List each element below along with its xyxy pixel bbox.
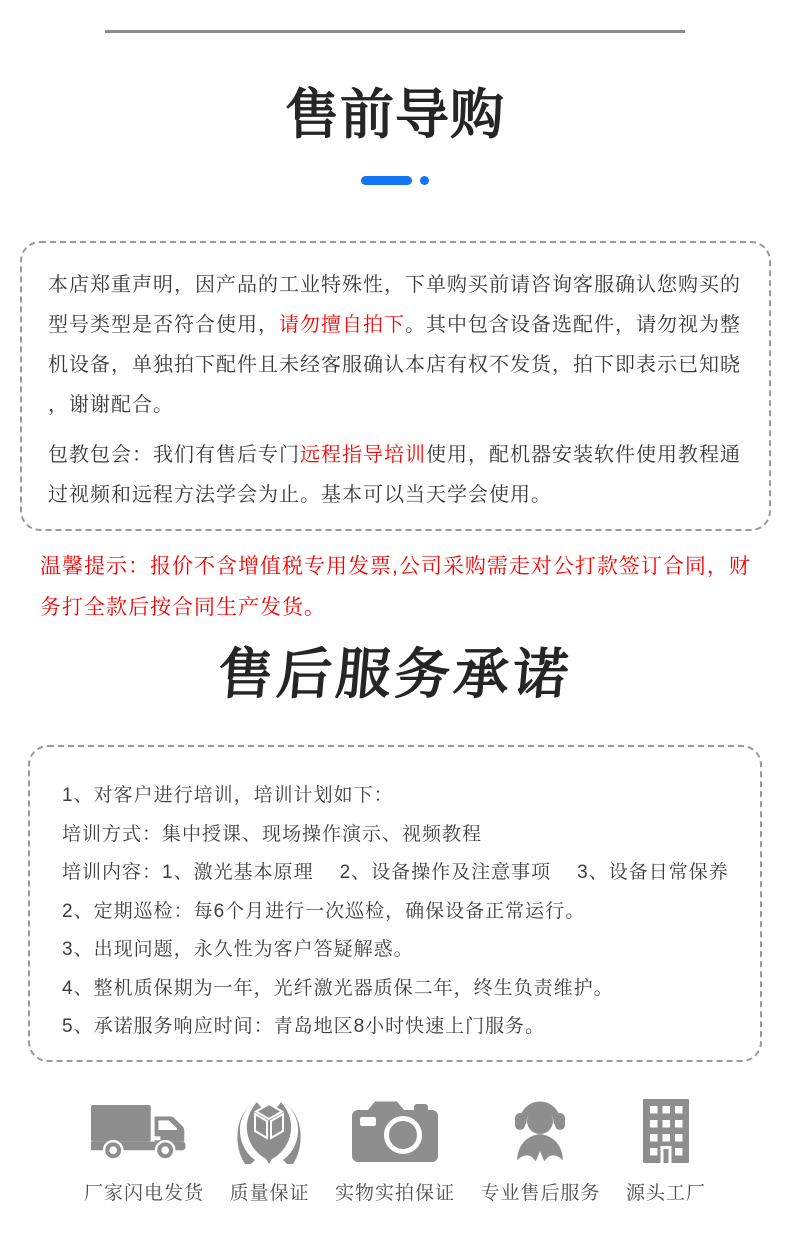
service-label: 实物实拍保证 — [334, 1183, 455, 1204]
promise-line: 5、承诺服务响应时间：青岛地区8小时快速上门服务。 — [62, 1016, 546, 1037]
service-item-support — [480, 1096, 600, 1205]
service-item-quality — [229, 1096, 309, 1205]
service-promise-box — [28, 745, 762, 1062]
promise-line-training-content — [62, 854, 748, 893]
headset-icon — [509, 1096, 571, 1166]
service-item-photo — [335, 1096, 455, 1205]
training-item: 2、设备操作及注意事项 — [339, 862, 552, 883]
declaration-text: 包教包会：我们有售后专门 — [48, 444, 300, 466]
factory-icon — [640, 1096, 692, 1166]
service-item-factory — [626, 1096, 706, 1205]
training-item: 培训内容：1、激光基本原理 — [62, 862, 314, 883]
presale-title: 售前导购 — [285, 85, 505, 145]
top-divider — [105, 30, 685, 33]
quality-icon — [237, 1096, 301, 1166]
service-item-shipping — [84, 1096, 204, 1205]
declaration-paragraph-1 — [48, 265, 745, 425]
title-underline — [0, 176, 790, 185]
service-label: 质量保证 — [229, 1183, 310, 1204]
promise-line: 4、整机质保期为一年，光纤激光器质保二年，终生负责维护。 — [62, 977, 614, 999]
declaration-text: 本店郑重声明，因产品的工业特殊性，下单购买前请咨询客服确认您购买的型号类型是否符合使用， — [48, 274, 741, 336]
declaration-box — [20, 241, 771, 531]
declaration-text: 。其中包含设备选配件，请勿视为整机设备，单独拍下配件且未经客服确认本店有权不发货，拍下即表示已知晓，谢谢配合。 — [48, 314, 741, 416]
promise-line: 1、对客户进行培训，培训计划如下： — [62, 785, 394, 806]
promise-line: 2、定期巡检：每6个月进行一次巡检，确保设备正常运行。 — [62, 900, 586, 922]
highlight-text: 远程指导培训 — [300, 444, 426, 466]
camera-icon — [352, 1096, 438, 1166]
promise-list — [62, 777, 748, 1047]
service-label: 专业售后服务 — [480, 1183, 601, 1204]
aftersale-title: 售后服务承诺 — [215, 643, 575, 705]
service-label: 厂家闪电发货 — [84, 1183, 205, 1204]
service-label: 源头工厂 — [625, 1183, 706, 1204]
underline-dot — [420, 176, 429, 185]
promise-line: 培训方式：集中授课、现场操作演示、视频教程 — [62, 823, 483, 845]
underline-bar — [361, 176, 412, 185]
declaration-text: 使用，配机器安装软件使用教程通过视频和远程方法学会为止。基本可以当天学会使用。 — [48, 444, 741, 506]
training-item: 3、设备日常保养 — [577, 862, 729, 883]
warm-tips: 温馨提示：报价不含增值税专用发票,公司采购需走对公打款签订合同，财务打全款后按合同生产发货。 — [40, 555, 751, 619]
declaration-paragraph-2 — [48, 435, 745, 515]
highlight-text: 请勿擅自拍下 — [279, 314, 405, 336]
services-bar — [84, 1096, 706, 1205]
promise-line: 3、出现问题，永久性为客户答疑解惑。 — [62, 939, 414, 960]
truck-icon — [91, 1096, 197, 1166]
